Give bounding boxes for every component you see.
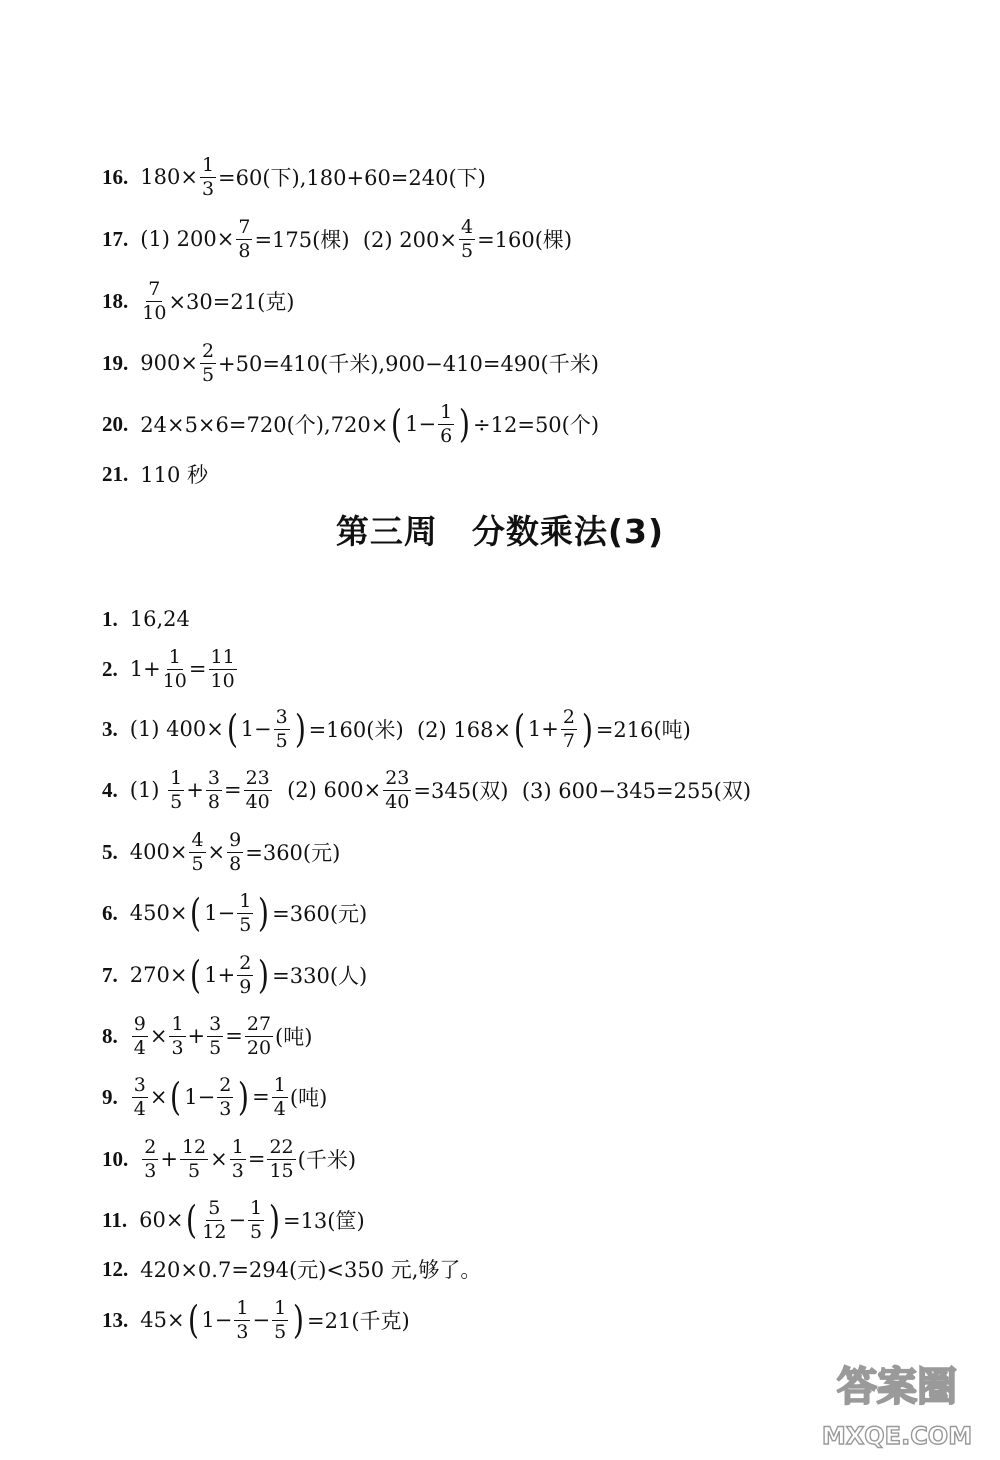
fraction: $\frac{3}{8}$ <box>207 766 220 813</box>
fraction: $\frac{12}{5}$ <box>181 1135 207 1182</box>
answer-3: 3. (1) 400× ( 1− $\frac{3}{5}$ ) =160(米) (2) 168× ( 1+ $\frac{2}{7}$ ) =216(吨) <box>102 705 691 752</box>
fraction: $\frac{23}{40}$ <box>385 766 410 813</box>
fraction: $\frac{1}{4}$ <box>273 1073 286 1120</box>
answer-9: 9. $\frac{3}{4}$ × ( 1− $\frac{2}{3}$ ) = $\frac{1}{4}$ (吨) <box>102 1073 328 1120</box>
answer-10: 10. $\frac{2}{3}$ + $\frac{12}{5}$ × $\frac{1}{3}$ = $\frac{22}{15}$ (千米) <box>102 1135 357 1182</box>
fraction: $\frac{1}{6}$ <box>440 400 453 447</box>
answer-16: 16. 180× $\frac{1}{3}$ =60(下),180+60=240(下) <box>102 153 486 200</box>
fraction: $\frac{1}{3}$ <box>236 1296 249 1343</box>
fraction: $\frac{3}{4}$ <box>133 1073 146 1120</box>
watermark-logo <box>812 1342 982 1452</box>
fraction: $\frac{1}{10}$ <box>162 645 187 692</box>
fraction: $\frac{9}{8}$ <box>229 828 242 875</box>
fraction: $\frac{5}{12}$ <box>202 1196 227 1243</box>
fraction: $\frac{9}{4}$ <box>133 1012 146 1059</box>
fraction: $\frac{1}{3}$ <box>201 153 215 200</box>
answer-7: 7. 270× ( 1+ $\frac{2}{9}$ ) =330(人) <box>102 951 368 998</box>
fraction: $\frac{7}{10}$ <box>142 277 167 324</box>
fraction: $\frac{2}{3}$ <box>144 1135 157 1182</box>
answer-17: 17. (1) 200× $\frac{7}{8}$ =175(棵) (2) 200× $\frac{4}{5}$ =160(棵) <box>102 215 573 262</box>
fraction: $\frac{2}{7}$ <box>562 705 575 752</box>
answer-20: 20. 24×5×6=720(个),720× ( 1− $\frac{1}{6}$ ) ÷12=50(个) <box>102 400 600 447</box>
fraction: $\frac{1}{5}$ <box>250 1196 263 1243</box>
fraction: $\frac{1}{5}$ <box>170 766 183 813</box>
fraction: $\frac{1}{3}$ <box>171 1012 184 1059</box>
fraction: $\frac{1}{3}$ <box>231 1135 244 1182</box>
fraction: $\frac{1}{5}$ <box>239 889 252 936</box>
fraction: $\frac{4}{5}$ <box>191 828 204 875</box>
answer-4: 4. (1) $\frac{1}{5}$ + $\frac{3}{8}$ = $\frac{23}{40}$ (2) 600× $\frac{23}{40}$ =345(双) (3) 600−345=255(双) <box>102 766 752 813</box>
watermark-top: 答案圈 <box>837 1364 957 1410</box>
fraction: $\frac{22}{15}$ <box>269 1135 294 1182</box>
watermark-bottom: MXQE.COM <box>821 1422 973 1450</box>
answer-18: 18. $\frac{7}{10}$ ×30=21(克) <box>102 277 295 324</box>
fraction: $\frac{3}{5}$ <box>275 705 288 752</box>
section-title: 第三周 分数乘法(3) <box>335 512 665 551</box>
fraction: $\frac{2}{5}$ <box>201 339 215 386</box>
answer-12: 12. 420×0.7=294(元)<350 元,够了。 <box>102 1256 482 1282</box>
answer-8: 8. $\frac{9}{4}$ × $\frac{1}{3}$ + $\frac{3}{5}$ = $\frac{27}{20}$ (吨) <box>102 1012 313 1059</box>
answer-6: 6. 450× ( 1− $\frac{1}{5}$ ) =360(元) <box>102 889 368 936</box>
answer-11: 11. 60× ( $\frac{5}{12}$ − $\frac{1}{5}$ ) =13(筐) <box>102 1196 365 1243</box>
fraction: $\frac{1}{5}$ <box>274 1296 287 1343</box>
answer-21: 21. 110 秒 <box>102 461 209 487</box>
answer-2: 2. 1+ $\frac{1}{10}$ = $\frac{11}{10}$ <box>102 645 235 692</box>
fraction: $\frac{23}{40}$ <box>245 766 270 813</box>
fraction: $\frac{7}{8}$ <box>238 215 251 262</box>
answer-1: 1. 16,24 <box>102 606 190 631</box>
fraction: $\frac{3}{5}$ <box>209 1012 222 1059</box>
answer-19: 19. 900× $\frac{2}{5}$ +50=410(千米),900−410=490(千米) <box>102 339 599 386</box>
answer-5: 5. 400× $\frac{4}{5}$ × $\frac{9}{8}$ =360(元) <box>102 828 341 875</box>
fraction: $\frac{2}{9}$ <box>239 951 252 998</box>
fraction: $\frac{4}{5}$ <box>460 215 474 262</box>
fraction: $\frac{27}{20}$ <box>246 1012 272 1059</box>
fraction: $\frac{11}{10}$ <box>210 645 235 692</box>
fraction: $\frac{2}{3}$ <box>219 1073 232 1120</box>
answer-13: 13. 45× ( 1− $\frac{1}{3}$ − $\frac{1}{5}$ ) =21(千克) <box>102 1296 410 1343</box>
